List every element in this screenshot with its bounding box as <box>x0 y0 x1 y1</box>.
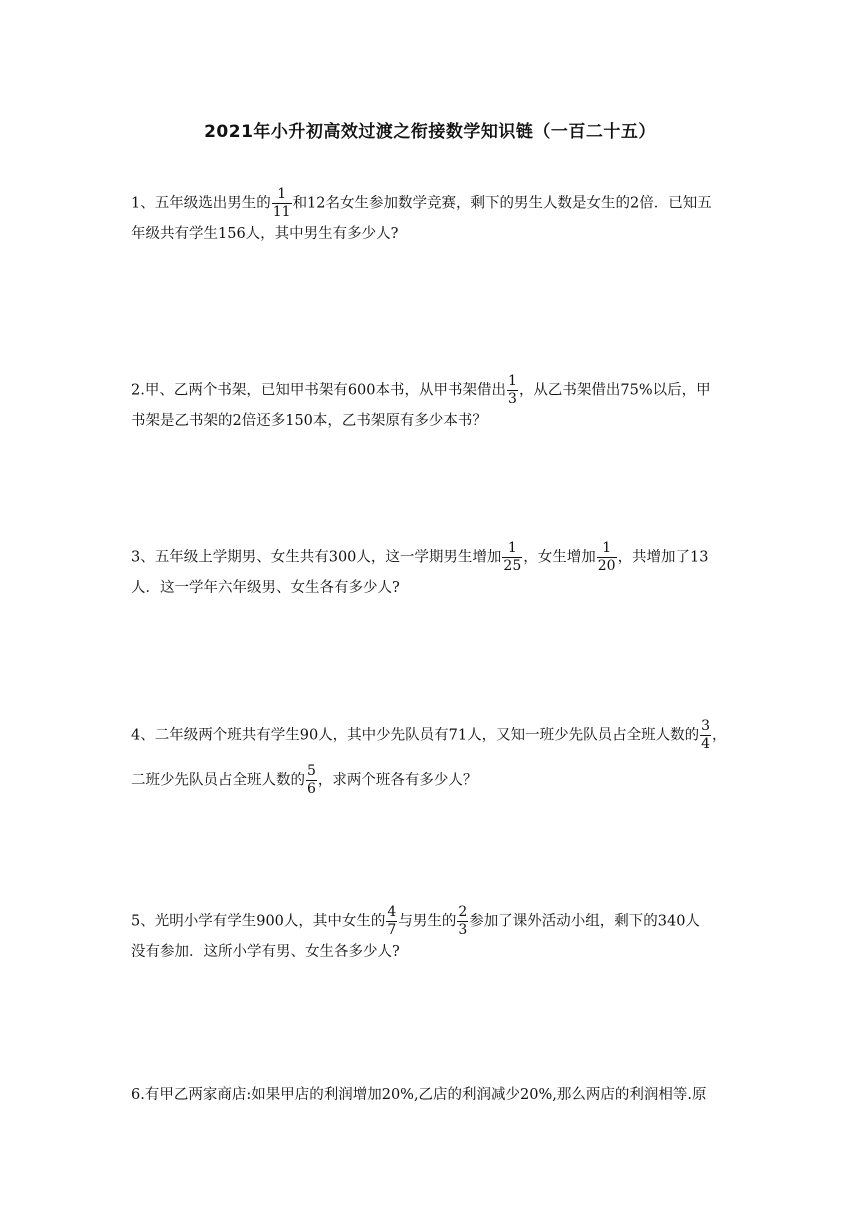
question-5-line-2: 没有参加．这所小学有男、女生各多少人? <box>131 944 400 960</box>
fraction: $\frac{1}{20}$ <box>597 540 616 574</box>
fraction: $\frac{1}{11}$ <box>272 186 291 220</box>
question-4-line-1: 4、二年级两个班共有学生90人，其中少先队员有71人，又知一班少先队员占全班人数的 $\frac{3}{4}$ ， <box>131 718 727 752</box>
question-1-line-2: 年级共有学生156人，其中男生有多少人? <box>131 226 399 242</box>
question-5-line-1: 5、光明小学有学生900人，其中女生的 $\frac{4}{7}$ 与男生的 $\frac{2}{3}$ 参加了课外活动小组，剩下的340人 <box>131 904 700 938</box>
question-2-line-1: 2.甲、乙两个书架，已知甲书架有600本书，从甲书架借出 $\frac{1}{3}$ ，从乙书架借出75%以后，甲 <box>131 373 711 407</box>
fraction: $\frac{1}{3}$ <box>508 373 517 407</box>
question-3-line-1: 3、五年级上学期男、女生共有300人，这一学期男生增加 $\frac{1}{25}$ ，女生增加 $\frac{1}{20}$ ，共增加了13 <box>131 540 709 574</box>
question-4-line-2: 二班少先队员占全班人数的 $\frac{5}{6}$ ，求两个班各有多少人？ <box>131 763 478 797</box>
fraction: $\frac{1}{25}$ <box>503 540 522 574</box>
question-3-line-2: 人．这一学年六年级男、女生各有多少人? <box>131 580 400 596</box>
fraction: $\frac{3}{4}$ <box>701 718 711 752</box>
page-title: 2021年小升初高效过渡之衔接数学知识链（一百二十五） <box>204 122 656 142</box>
question-2-line-2: 书架是乙书架的2倍还多150本，乙书架原有多少本书？ <box>131 413 487 429</box>
fraction: $\frac{4}{7}$ <box>387 904 397 938</box>
fraction: $\frac{2}{3}$ <box>458 904 468 938</box>
question-6-line-1: 6.有甲乙两家商店:如果甲店的利润增加20%,乙店的利润减少20%,那么两店的利润相等.原 <box>131 1087 707 1103</box>
question-1-line-1: 1、五年级选出男生的 $\frac{1}{11}$ 和12名女生参加数学竞赛，剩下的男生人数是女生的2倍．已知五 <box>131 186 712 220</box>
fraction: $\frac{5}{6}$ <box>307 763 316 797</box>
